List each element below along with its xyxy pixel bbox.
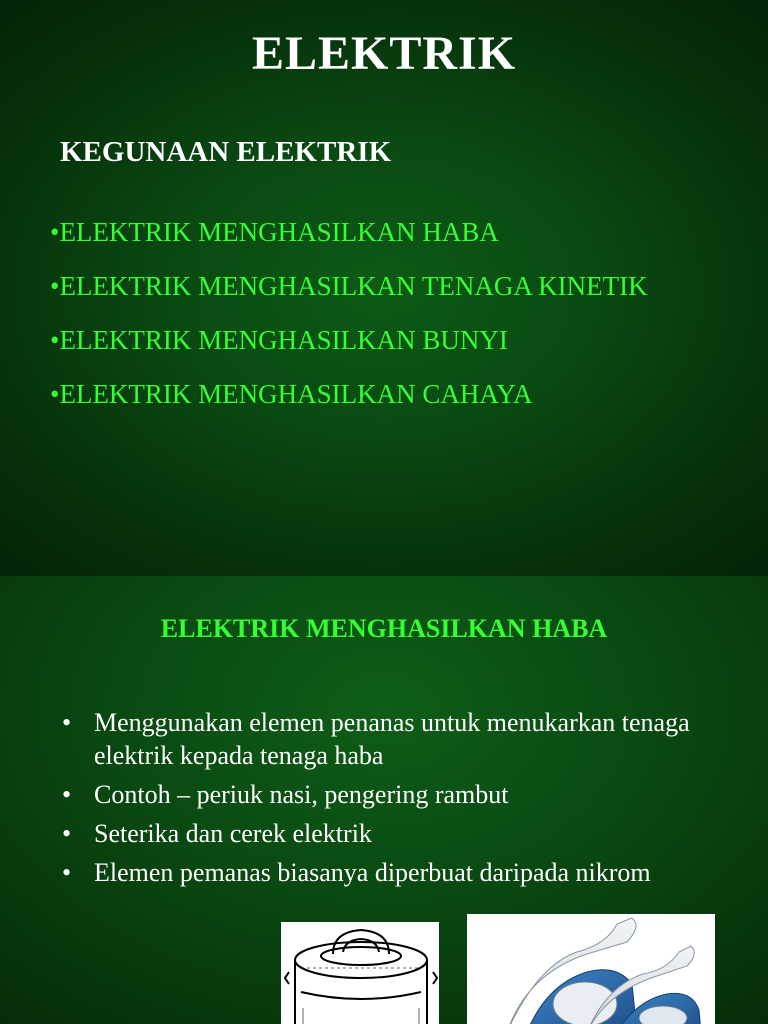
bullet-text: Elemen pemanas biasanya diperbuat daripada nikrom [94,858,651,887]
usage-item: •ELEKTRIK MENGHASILKAN HABA [50,217,499,247]
bullet-dot: • [62,708,72,737]
bullet-list [62,706,742,895]
bullet-item [62,778,742,811]
slide-subtitle: KEGUNAAN ELEKTRIK [60,136,392,168]
bullet-dot: • [62,780,72,809]
bullet-text: Contoh – periuk nasi, pengering rambut [94,780,509,809]
slide-haba [0,576,768,1024]
bullet-text: Seterika dan cerek elektrik [94,819,372,848]
rice-cooker-icon [281,922,439,1024]
slide-heading: ELEKTRIK MENGHASILKAN HABA [160,614,608,643]
bullet-text: Menggunakan elemen penanas untuk menukarkan tenaga elektrik kepada tenaga haba [94,708,690,770]
rice-cooker-image [281,922,439,1024]
bullet-item [62,856,742,889]
bullet-item [62,706,742,772]
usage-item: •ELEKTRIK MENGHASILKAN CAHAYA [50,379,533,409]
bullet-dot: • [62,819,72,848]
bullet-dot: • [62,858,72,887]
slide-title: ELEKTRIK [251,27,517,80]
steam-iron-icon [467,914,715,1024]
usage-item: •ELEKTRIK MENGHASILKAN TENAGA KINETIK [50,271,648,301]
bullet-item [62,817,742,850]
usage-item: •ELEKTRIK MENGHASILKAN BUNYI [50,325,508,355]
steam-iron-image [467,914,715,1024]
usage-list [50,214,648,430]
